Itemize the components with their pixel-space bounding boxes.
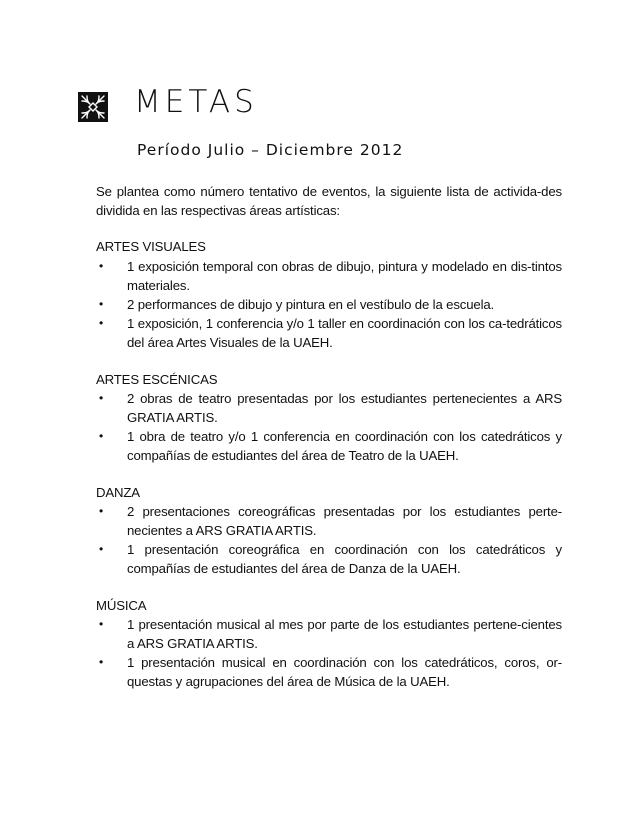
- page-subtitle: Período Julio – Diciembre 2012: [137, 141, 404, 159]
- bullet-list: [96, 502, 562, 579]
- page-title: METAS: [134, 84, 258, 120]
- list-item: [96, 502, 562, 540]
- list-item-text: 1 exposición temporal con obras de dibujo, pintura y modelado en dis-tintos materiales.: [127, 258, 562, 293]
- sections-container: [96, 237, 562, 691]
- section-heading: MÚSICA: [96, 597, 147, 613]
- section: [96, 483, 562, 579]
- list-item: [96, 653, 562, 691]
- bullet-icon: •: [98, 503, 104, 518]
- intro-paragraph: Se plantea como número tentativo de eventos, la siguiente lista de activida-des dividida en las respectivas áreas artísticas:: [96, 184, 562, 219]
- list-item-text: 2 performances de dibujo y pintura en el vestíbulo de la escuela.: [127, 297, 495, 313]
- list-item-text: 2 presentaciones coreográficas presentadas por los estudiantes perte-necientes a ARS GRATIA ARTIS.: [127, 503, 562, 539]
- list-item-text: 1 obra de teatro y/o 1 conferencia en coordinación con los catedráticos y compañías de estudiantes del área de Teatro de la UAEH.: [127, 429, 562, 464]
- document-body: [96, 182, 562, 709]
- section-heading: ARTES VISUALES: [96, 239, 206, 255]
- list-item: [96, 615, 562, 653]
- bullet-icon: •: [98, 542, 104, 557]
- bullet-list: [96, 257, 562, 353]
- bullet-icon: •: [98, 316, 104, 331]
- list-item: [96, 389, 562, 427]
- bullet-icon: •: [98, 655, 104, 670]
- section: [96, 370, 562, 466]
- list-item: [96, 540, 562, 578]
- list-item: [96, 427, 562, 465]
- section: [96, 237, 562, 352]
- bullet-icon: •: [98, 390, 104, 405]
- list-item-text: 1 presentación coreográfica en coordinación con los catedráticos y compañías de estudiantes del área de Danza de la UAEH.: [127, 542, 562, 577]
- section-heading: DANZA: [96, 484, 140, 500]
- section: [96, 596, 562, 692]
- list-item: [96, 257, 562, 295]
- bullet-list: [96, 615, 562, 692]
- bullet-icon: •: [98, 429, 104, 444]
- list-item-text: 1 exposición, 1 conferencia y/o 1 taller en coordinación con los ca-tedráticos del área Artes Visuales de la UAEH.: [127, 316, 562, 351]
- bullet-list: [96, 389, 562, 466]
- bullet-icon: •: [98, 297, 104, 312]
- bullet-icon: •: [98, 616, 104, 631]
- list-item: [96, 295, 562, 314]
- section-heading: ARTES ESCÉNICAS: [96, 371, 218, 387]
- list-item-text: 1 presentación musical en coordinación con los catedráticos, coros, or-questas y agrupaciones del área de Música de la UAEH.: [127, 655, 562, 690]
- list-item-text: 2 obras de teatro presentadas por los estudiantes pertenecientes a ARS GRATIA ARTIS.: [127, 390, 562, 426]
- list-item-text: 1 presentación musical al mes por parte de los estudiantes pertene-cientes a ARS GRATIA ARTIS.: [127, 616, 562, 652]
- bullet-icon: •: [98, 258, 104, 273]
- ornamental-x-square-icon: [78, 92, 108, 122]
- list-item: [96, 314, 562, 352]
